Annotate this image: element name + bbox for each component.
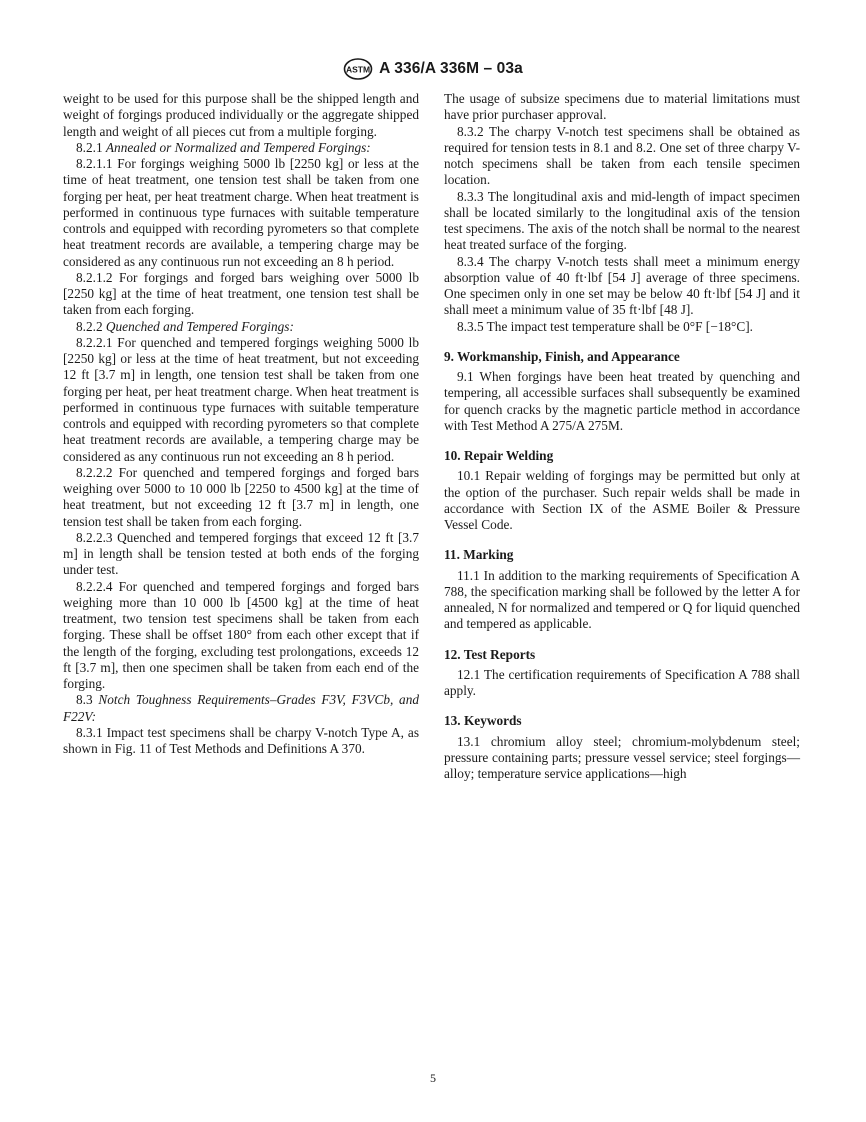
paragraph-8-2-2-2: 8.2.2.2 For quenched and tempered forgings and forged bars weighing over 5000 to 10 000 lb [2250 to 4500 kg] at the time of heat treatment, but not exceeding 12 ft [3.7 m] in length, one tension test shall be taken from each forging.: [63, 464, 419, 529]
header-inner: [343, 58, 523, 80]
section-heading-11: 11. Marking: [444, 547, 514, 563]
section-number: 8.2.1: [76, 139, 103, 155]
section-8-2-1-heading: [63, 140, 419, 156]
section-heading-12: 12. Test Reports: [444, 646, 536, 662]
paragraph-10-1: 10.1 Repair welding of forgings may be permitted but only at the option of the purchaser. Such repair welds shall be made in accordance with Section IX of the ASME Boiler & Pressure Vessel Code.: [444, 468, 800, 532]
paragraph-continued: weight to be used for this purpose shall be the shipped length and weight of forgings produced individually or the aggregate shipped length and weight of all pieces cut from a multiple forging.: [63, 91, 419, 139]
paragraph-12-1: 12.1 The certification requirements of Specification A 788 shall apply.: [444, 666, 800, 698]
paragraph-continued: The usage of subsize specimens due to material limitations must have prior purchaser approval.: [444, 91, 800, 123]
logo-text: ASTM: [346, 64, 371, 75]
page-number: 5: [430, 1071, 436, 1085]
section-8-2-2-heading: [63, 319, 419, 335]
paragraph-8-3-1: 8.3.1 Impact test specimens shall be charpy V-notch Type A, as shown in Fig. 11 of Test Methods and Definitions A 370.: [63, 724, 419, 756]
page-header: [0, 58, 866, 82]
section-title: Annealed or Normalized and Tempered Forgings:: [105, 139, 371, 155]
astm-logo-icon: [343, 58, 373, 80]
standard-designation: A 336/A 336M – 03a: [379, 60, 523, 77]
section-title: Notch Toughness Requirements–Grades F3V, F3VCb, and F22V:: [63, 692, 420, 724]
section-number: 8.2.2: [76, 318, 103, 334]
section-heading-9: 9. Workmanship, Finish, and Appearance: [444, 348, 680, 364]
section-number: 8.3: [76, 692, 93, 708]
section-heading-13: 13. Keywords: [444, 713, 522, 729]
paragraph-8-2-1-2: 8.2.1.2 For forgings and forged bars weighing over 5000 lb [2250 kg] at the time of heat treatment, one tension test shall be taken from each forging.: [63, 269, 419, 318]
paragraph-8-2-2-3: 8.2.2.3 Quenched and tempered forgings that exceed 12 ft [3.7 m] in length shall be tension tested at both ends of the forging under test.: [63, 529, 419, 578]
left-column: [63, 91, 419, 757]
paragraph-11-1: 11.1 In addition to the marking requirements of Specification A 788, the specification marking shall be followed by the letter A for annealed, N for normalized and tempered or Q for liquid quenched and tempered as applicable.: [444, 567, 800, 632]
paragraph-8-2-2-4: 8.2.2.4 For quenched and tempered forgings and forged bars weighing more than 10 000 lb [4500 kg] at the time of heat treatment, two tension test specimens shall be taken from each forging. These shall be offset 180° from each other except that if the length of the forging, excluding test prolongations, exceeds 12 ft [3.7 m], then one specimen shall be taken from each end of the forging.: [63, 578, 419, 691]
right-column: [444, 91, 800, 782]
paragraph-9-1: 9.1 When forgings have been heat treated by quenching and tempering, all accessible surfaces shall subsequently be examined for quench cracks by the magnetic particle method in accordance with Test Method A 275/A 275M.: [444, 369, 800, 433]
paragraph-8-3-3: 8.3.3 The longitudinal axis and mid-length of impact specimen shall be located similarly to the longitudinal axis of the tension test specimens. The axis of the notch shall be normal to the nearest heat treated surface of the forging.: [444, 188, 800, 253]
paragraph-8-2-2-1: 8.2.2.1 For quenched and tempered forgings weighing 5000 lb [2250 kg] or less at the time of heat treatment, but not exceeding 12 ft [3.7 m] in length, one tension test shall be taken from one forging per heat, per heat treatment charge. When heat treatment is performed in continuous type furnaces with suitable temperature controls and equipped with recording pyrometers so that complete heat treatment records are available, a tempering charge may be considered as any continuous run not exceeding an 8 h period.: [63, 334, 419, 464]
paragraph-8-3-5: 8.3.5 The impact test temperature shall be 0°F [−18°C].: [457, 318, 753, 334]
paragraph-8-3-2: 8.3.2 The charpy V-notch test specimens shall be obtained as required for tension tests in 8.1 and 8.2. One set of three charpy V-notch specimens shall be taken from each tensile specimen location.: [444, 123, 800, 188]
section-heading-10: 10. Repair Welding: [444, 448, 554, 463]
section-8-3-heading: [63, 692, 419, 725]
paragraph-8-2-1-1: 8.2.1.1 For forgings weighing 5000 lb [2250 kg] or less at the time of heat treatment, one tension test shall be taken from one forging per heat, per heat treatment charge. When heat treatment is performed in continuous type furnaces with suitable temperature controls and equipped with recording pyrometers so that complete heat treatment records are available, a tempering charge may be considered as any continuous run not exceeding an 8 h period.: [63, 156, 419, 269]
section-title: Quenched and Tempered Forgings:: [105, 318, 294, 334]
paragraph-13-1: 13.1 chromium alloy steel; chromium-molybdenum steel; pressure containing parts; pressure vessel service; steel forgings—alloy; temperature service applications—high: [444, 733, 800, 781]
paragraph-8-3-4: 8.3.4 The charpy V-notch tests shall meet a minimum energy absorption value of 40 ft·lbf [54 J] average of three specimens. One specimen only in one set may be below 40 ft·lbf [54 J] and it shall meet a minimum value of 35 ft·lbf [48 J].: [444, 253, 800, 318]
